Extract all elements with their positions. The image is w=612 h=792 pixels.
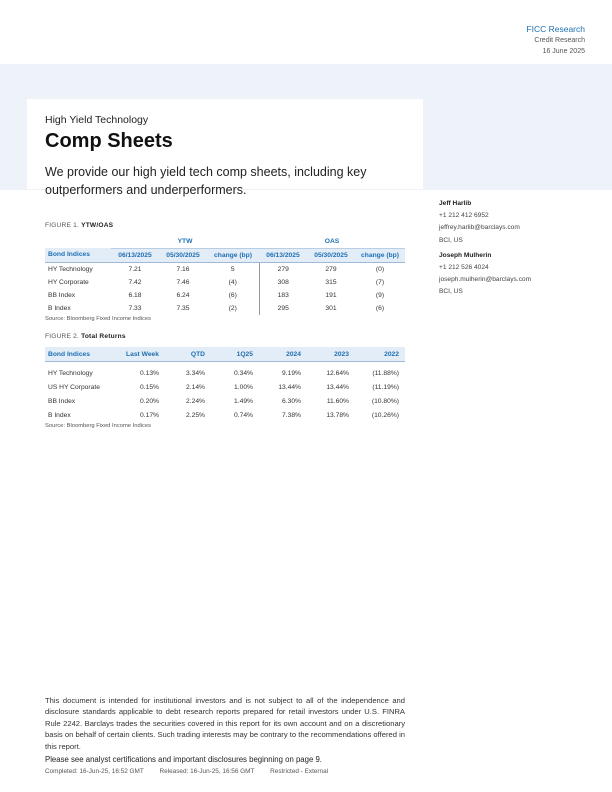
analyst-name: Jeff Harlib: [439, 200, 472, 207]
figure1-label: [45, 222, 113, 229]
cell: B Index: [48, 304, 71, 312]
report-kicker: High Yield Technology: [45, 114, 149, 126]
col-header: change (bp): [207, 248, 259, 262]
col-header: 06/13/2025: [259, 248, 307, 262]
col-header: Last Week: [117, 347, 165, 362]
figure2-title: Total Returns: [81, 333, 126, 340]
cell: 0.15%: [140, 383, 159, 391]
analyst-entity: BCI, US: [439, 288, 463, 296]
cell: (9): [375, 291, 385, 299]
cell: 279: [325, 265, 337, 273]
analyst-contacts: [439, 198, 589, 302]
table-row: [45, 394, 405, 408]
col-header: 06/13/2025: [111, 248, 159, 262]
table-row: [45, 380, 405, 394]
table-row: [45, 262, 405, 276]
ytw-oas-table: [45, 235, 405, 315]
col-header: change (bp): [355, 248, 405, 262]
analyst-entity: BCI, US: [439, 236, 463, 244]
analyst-phone: +1 212 412 6952: [439, 212, 489, 220]
table-header-row: [45, 248, 405, 262]
col-header: 05/30/2025: [159, 248, 207, 262]
col-header: 05/30/2025: [307, 248, 355, 262]
cell: (10.80%): [371, 397, 399, 405]
table-header-row: [45, 347, 405, 362]
col-header: Bond Indices: [45, 347, 117, 362]
table-row: [45, 289, 405, 302]
cell: 183: [259, 289, 307, 302]
cell: 1.00%: [234, 383, 253, 391]
cell: (6): [375, 304, 385, 312]
analyst-email[interactable]: joseph.mulherin@barclays.com: [439, 276, 532, 284]
cell: (7): [375, 278, 385, 286]
analyst-email[interactable]: jeffrey.harlib@barclays.com: [439, 224, 520, 232]
cell: HY Technology: [48, 369, 93, 377]
cell: 2.14%: [186, 383, 205, 391]
cell: 7.42: [128, 278, 142, 286]
cell: 6.18: [128, 291, 142, 299]
analyst-card: [439, 250, 589, 299]
cell: 308: [259, 276, 307, 289]
figure1-title: YTW/OAS: [81, 222, 114, 229]
brand-label: FICC Research: [526, 24, 585, 34]
group-header-row: [45, 235, 405, 248]
cell: (2): [228, 304, 237, 312]
cell: (0): [375, 265, 385, 273]
table-row: [45, 276, 405, 289]
cell: 0.13%: [140, 369, 159, 377]
cell: 11.60%: [326, 397, 349, 405]
report-summary: We provide our high yield tech comp sheets, including key outperformers and underperformers.: [45, 165, 367, 197]
col-header: 2022: [355, 347, 405, 362]
cell: (6): [228, 291, 237, 299]
cell: 295: [259, 302, 307, 315]
cell: B Index: [48, 411, 71, 419]
cell: 0.20%: [140, 397, 159, 405]
cell: 5: [230, 265, 235, 273]
cell: 0.34%: [234, 369, 253, 377]
analyst-name: Joseph Mulherin: [439, 251, 492, 259]
figure2-prefix: FIGURE 2.: [45, 333, 80, 340]
table-row: [45, 408, 405, 422]
col-header: 2024: [259, 347, 307, 362]
col-header: 1Q25: [211, 347, 259, 362]
figure2-source: Source: Bloomberg Fixed Income Indices: [45, 423, 152, 429]
col-header: 2023: [307, 347, 355, 362]
cell: 7.38%: [282, 411, 301, 419]
disclaimer-text: This document is intended for institutional investors and is not subject to all of the independence and disclosure standards applicable to debt research reports prepared for retail investors under U.S. FINRA Rule 2242. Barclays trades the securities covered in this report for its own account and on a discretionary basis on behalf of certain clients. Such trading interests may be contrary to the recommendations offered in this report.: [45, 696, 405, 751]
cell: 2.24%: [186, 397, 205, 405]
table-row: [45, 302, 405, 315]
cell: 13.44%: [278, 383, 301, 391]
cell: 7.35: [176, 304, 190, 312]
cell: 0.74%: [234, 411, 253, 419]
report-footer: [45, 768, 342, 775]
cell: 1.49%: [234, 397, 253, 405]
section-label: Credit Research: [534, 37, 585, 44]
classification-label: Restricted - External: [270, 768, 329, 775]
cell: 12.64%: [326, 369, 349, 377]
cell: 301: [325, 304, 337, 312]
cell: 3.34%: [186, 369, 205, 377]
col-header: QTD: [165, 347, 211, 362]
cell: 13.44%: [326, 383, 349, 391]
cell: 7.16: [176, 265, 190, 273]
cell: 315: [325, 278, 337, 286]
col-header: Bond Indices: [45, 248, 111, 262]
cell: (11.88%): [372, 369, 399, 377]
cell: 191: [325, 291, 337, 299]
completed-timestamp: Completed: 16-Jun-25, 16:52 GMT: [45, 768, 144, 775]
figure2-label: [45, 333, 126, 340]
cell: 13.78%: [326, 411, 349, 419]
cell: (4): [228, 278, 237, 286]
cell: 7.21: [128, 265, 142, 273]
report-date: 16 June 2025: [542, 48, 585, 55]
cell: (10.26%): [371, 411, 399, 419]
report-header: [526, 24, 585, 57]
analyst-card: [439, 198, 589, 247]
total-returns-table: [45, 347, 405, 422]
cell: 6.24: [176, 291, 190, 299]
title-card: [27, 99, 423, 197]
cell: 0.17%: [140, 411, 159, 419]
cell: 7.46: [176, 278, 190, 286]
cell: 6.30%: [282, 397, 301, 405]
cell: (11.19%): [372, 383, 399, 391]
released-timestamp: Released: 16-Jun-25, 16:56 GMT: [159, 768, 255, 775]
figure1-prefix: FIGURE 1.: [45, 222, 80, 229]
cell: US HY Corporate: [48, 383, 100, 391]
figure1-source: Source: Bloomberg Fixed Income Indices: [45, 316, 152, 322]
cell: 279: [259, 262, 307, 276]
cell: HY Corporate: [48, 278, 89, 286]
report-title: Comp Sheets: [45, 130, 173, 152]
analyst-phone: +1 212 526 4024: [439, 264, 489, 272]
cell: HY Technology: [48, 265, 93, 273]
cell: BB Index: [48, 291, 76, 299]
group-ytw: YTW: [111, 235, 259, 248]
cell: 9.19%: [282, 369, 301, 377]
cell: 2.25%: [186, 411, 205, 419]
cell: BB Index: [48, 397, 76, 405]
group-oas: OAS: [259, 235, 405, 248]
table-row: [45, 366, 405, 380]
cell: 7.33: [128, 304, 142, 312]
disclosure-note: Please see analyst certifications and important disclosures beginning on page 9.: [45, 755, 322, 764]
